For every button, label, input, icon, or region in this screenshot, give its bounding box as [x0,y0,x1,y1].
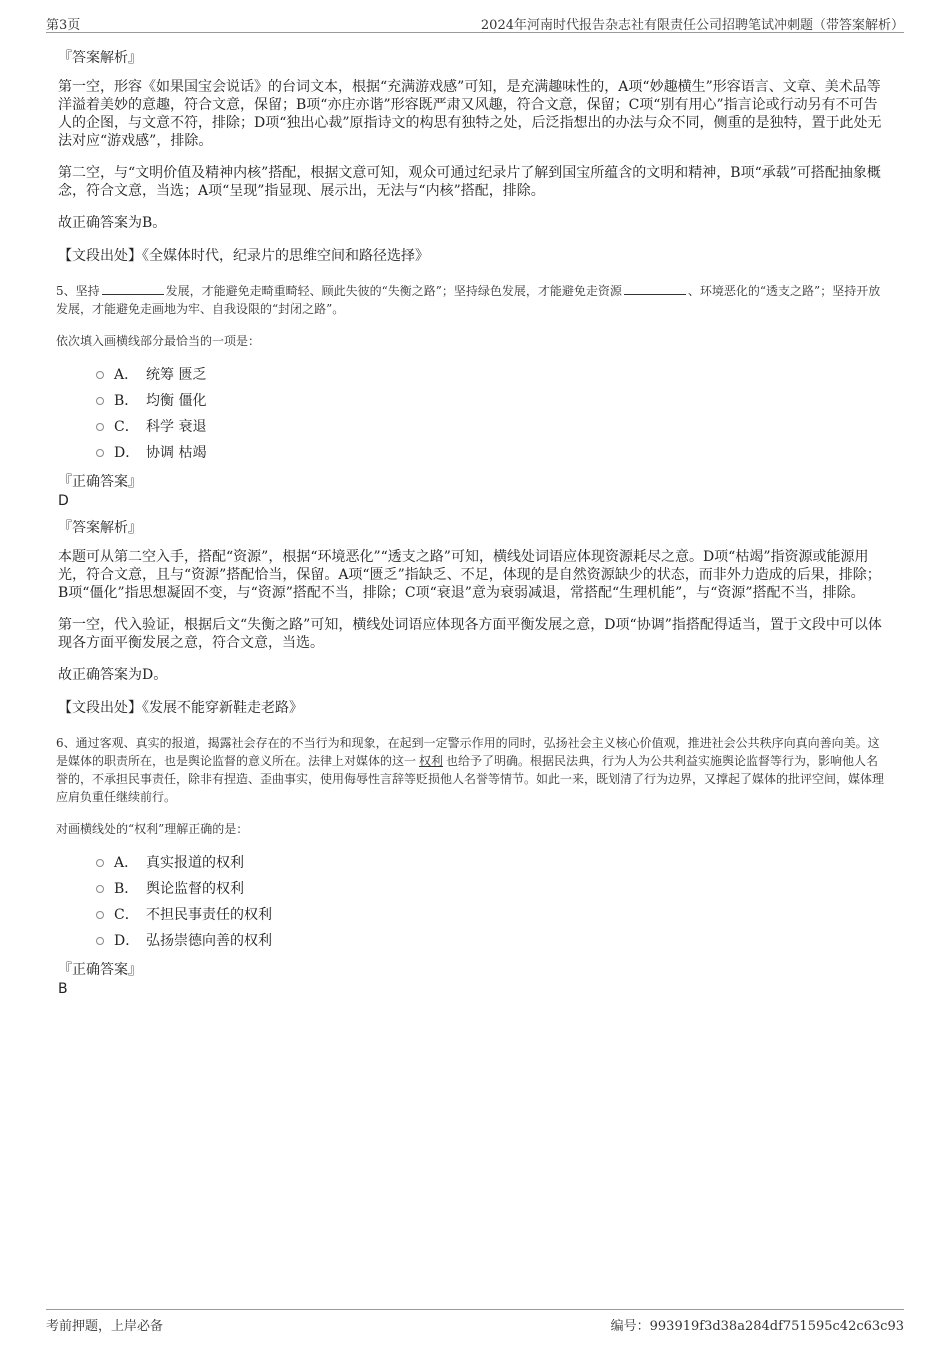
question-5-stem: 5、坚持 发展，才能避免走畸重畸轻、顾此失彼的“失衡之路”；坚持绿色发展，才能避免走资源 、环境恶化的“透支之路”；坚持开放发展，才能避免走画地为牢、自我设限的“封闭之路”。 [56,284,881,316]
source-citation: 【文段出处】《发展不能穿新鞋走老路》 [58,700,303,716]
radio-icon[interactable] [96,885,104,893]
radio-icon[interactable] [96,397,104,405]
option-c[interactable]: C． 科学 衰退 [96,414,888,440]
correct-answer-label: 『正确答案』 [58,474,142,490]
question-5-options [96,362,888,466]
document-title: 2024年河南时代报告杂志社有限责任公司招聘笔试冲刺题（带答案解析） [480,18,904,33]
radio-icon[interactable] [96,371,104,379]
option-c[interactable]: C． 不担民事责任的权利 [96,902,888,928]
option-b[interactable]: B． 舆论监督的权利 [96,876,888,902]
correct-answer-label: 『正确答案』 [58,962,142,978]
option-d[interactable]: D． 弘扬崇德向善的权利 [96,928,888,954]
option-a[interactable]: A． 真实报道的权利 [96,850,888,876]
radio-icon[interactable] [96,911,104,919]
radio-icon[interactable] [96,859,104,867]
page-content [58,40,888,1006]
option-b[interactable]: B． 均衡 僵化 [96,388,888,414]
analysis-paragraph: 故正确答案为B。 [58,215,167,231]
option-d[interactable]: D． 协调 枯竭 [96,440,888,466]
fill-blank [624,282,686,295]
analysis-paragraph: 本题可从第二空入手，搭配“资源”，根据“环境恶化”“透支之路”可知，横线处词语应体现资源耗尽之意。D项“枯竭”指资源或能源用光，符合文意，且与“资源”搭配恰当，保留。A项“匮乏”指缺乏、不足，体现的是自然资源缺少的状态，而非外力造成的后果，排除；B项“僵化”指思想凝固不变，与“资源”搭配不当，排除；C项“衰退”意为衰弱减退，常搭配“生理机能”，与“资源”搭配不当，排除。 [58,549,881,601]
question-5-prompt: 依次填入画横线部分最恰当的一项是： [56,334,261,348]
document-code: 编号：993919f3d38a284df751595c42c63c93 [610,1319,904,1334]
analysis-label: 『答案解析』 [58,50,142,66]
page-footer [46,1309,904,1332]
analysis-label: 『答案解析』 [58,520,142,536]
page-header [46,12,904,33]
question-6-options [96,850,888,954]
fill-blank [102,282,164,295]
analysis-paragraph: 故正确答案为D。 [58,667,168,683]
correct-answer: B [58,981,68,997]
radio-icon[interactable] [96,937,104,945]
analysis-paragraph: 第一空，形容《如果国宝会说话》的台词文本，根据“充满游戏感”可知，是充满趣味性的，A项“妙趣横生”形容语言、文章、美术品等洋溢着美妙的意趣，符合文意，保留；B项“亦庄亦谐”形容既严肃又风趣，符合文意，保留；C项“别有用心”指言论或行动另有不可告人的企图，与文意不符，排除；D项“独出心裁”原指诗文的构思有独特之处，后泛指想出的办法与众不同，侧重的是独特，置于此处无法对应“游戏感”，排除。 [58,79,882,149]
footer-slogan: 考前押题，上岸必备 [46,1319,164,1334]
source-citation: 【文段出处】《全媒体时代，纪录片的思维空间和路径选择》 [58,248,429,264]
page-number: 第3页 [46,18,81,33]
radio-icon[interactable] [96,423,104,431]
analysis-paragraph: 第二空，与“文明价值及精神内核”搭配，根据文意可知，观众可通过纪录片了解到国宝所蕴含的文明和精神，B项“承载”可搭配抽象概念，符合文意，当选；A项“呈现”指显现、展示出，无法与“内核”搭配，排除。 [58,165,881,199]
analysis-paragraph: 第一空，代入验证，根据后文“失衡之路”可知，横线处词语应体现各方面平衡发展之意，D项“协调”指搭配得适当，置于文段中可以体现各方面平衡发展之意，符合文意，当选。 [58,617,882,651]
correct-answer: D [58,493,69,509]
radio-icon[interactable] [96,449,104,457]
option-a[interactable]: A． 统筹 匮乏 [96,362,888,388]
underlined-word: 权利 [419,754,444,768]
question-6-prompt: 对画横线处的“权利”理解正确的是： [56,822,249,836]
question-6-stem: 6、通过客观、真实的报道，揭露社会存在的不当行为和现象，在起到一定警示作用的同时，弘扬社会主义核心价值观，推进社会公共秩序向真向善向美。这是媒体的职责所在，也是舆论监督的意义所在。法律上对媒体的这一 权利 也给予了明确。根据民法典，行为人为公共利益实施舆论监督等行为，影响他人名誉的，不承担民事责任，除非有捏造、歪曲事实，使用侮辱性言辞等贬损他人名誉等情节。如此一来，既划清了行为边界，又撑起了媒体的批评空间，媒体理应肩负重任继续前行。 [56,736,885,804]
